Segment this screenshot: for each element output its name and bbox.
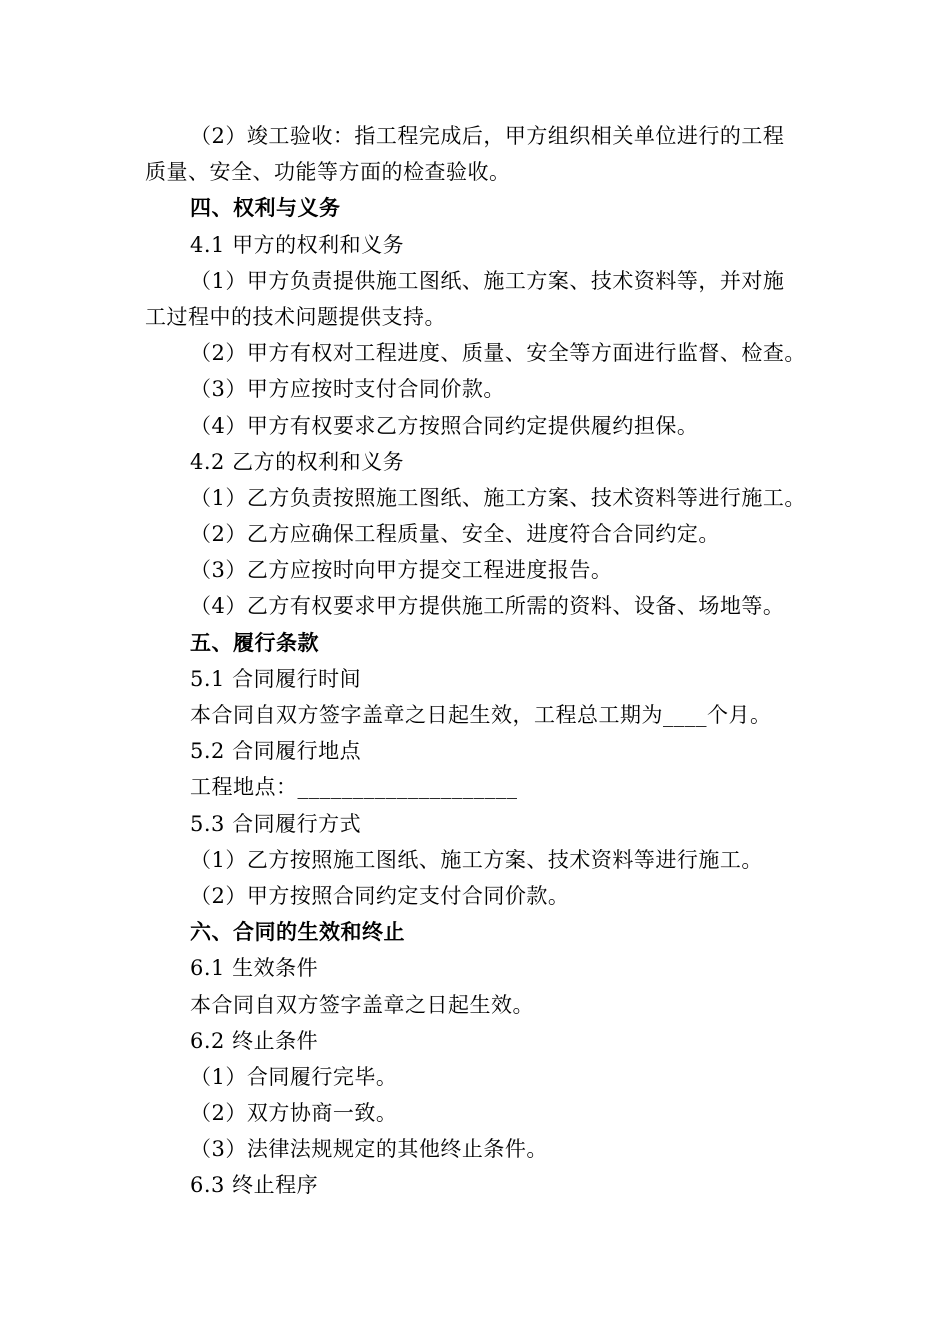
- document-line: 质量、安全、功能等方面的检查验收。: [145, 160, 511, 185]
- document-line: （3）乙方应按时向甲方提交工程进度报告。: [190, 558, 613, 583]
- document-line: （2）乙方应确保工程质量、安全、进度符合合同约定。: [190, 522, 720, 547]
- section-heading: 五、履行条款: [190, 629, 319, 655]
- document-line: 本合同自双方签字盖章之日起生效，工程总工期为____个月。: [190, 703, 772, 727]
- document-line: 工程地点：____________________: [190, 775, 518, 800]
- document-line: 5.1 合同履行时间: [190, 666, 362, 691]
- document-line: 6.2 终止条件: [190, 1028, 319, 1053]
- document-line: （2）甲方有权对工程进度、质量、安全等方面进行监督、检查。: [190, 341, 806, 366]
- document-line: 6.3 终止程序: [190, 1173, 319, 1198]
- document-line: （1）合同履行完毕。: [190, 1064, 398, 1089]
- document-line: 工过程中的技术问题提供支持。: [145, 304, 446, 329]
- section-heading: 六、合同的生效和终止: [190, 919, 405, 945]
- document-line: 5.2 合同履行地点: [190, 739, 362, 764]
- document-line: （3）法律法规规定的其他终止条件。: [190, 1137, 548, 1162]
- document-line: （3）甲方应按时支付合同价款。: [190, 377, 505, 402]
- document-line: （1）乙方负责按照施工图纸、施工方案、技术资料等进行施工。: [190, 485, 806, 510]
- document-line: 5.3 合同履行方式: [190, 811, 362, 836]
- document-line: 4.1 甲方的权利和义务: [190, 232, 405, 257]
- document-line: （1）甲方负责提供施工图纸、施工方案、技术资料等，并对施: [190, 268, 785, 293]
- document-page: [0, 118, 950, 1204]
- document-line: （2）竣工验收：指工程完成后，甲方组织相关单位进行的工程: [190, 124, 785, 148]
- document-line: （2）甲方按照合同约定支付合同价款。: [190, 883, 570, 908]
- document-line: （2）双方协商一致。: [190, 1101, 398, 1126]
- document-line: 4.2 乙方的权利和义务: [190, 449, 405, 474]
- document-line: 6.1 生效条件: [190, 956, 319, 981]
- document-line: （4）乙方有权要求甲方提供施工所需的资料、设备、场地等。: [190, 594, 785, 619]
- section-heading: 四、权利与义务: [190, 195, 341, 221]
- document-line: （4）甲方有权要求乙方按照合同约定提供履约担保。: [190, 413, 699, 438]
- document-line: 本合同自双方签字盖章之日起生效。: [190, 992, 534, 1017]
- document-line: （1）乙方按照施工图纸、施工方案、技术资料等进行施工。: [190, 847, 763, 872]
